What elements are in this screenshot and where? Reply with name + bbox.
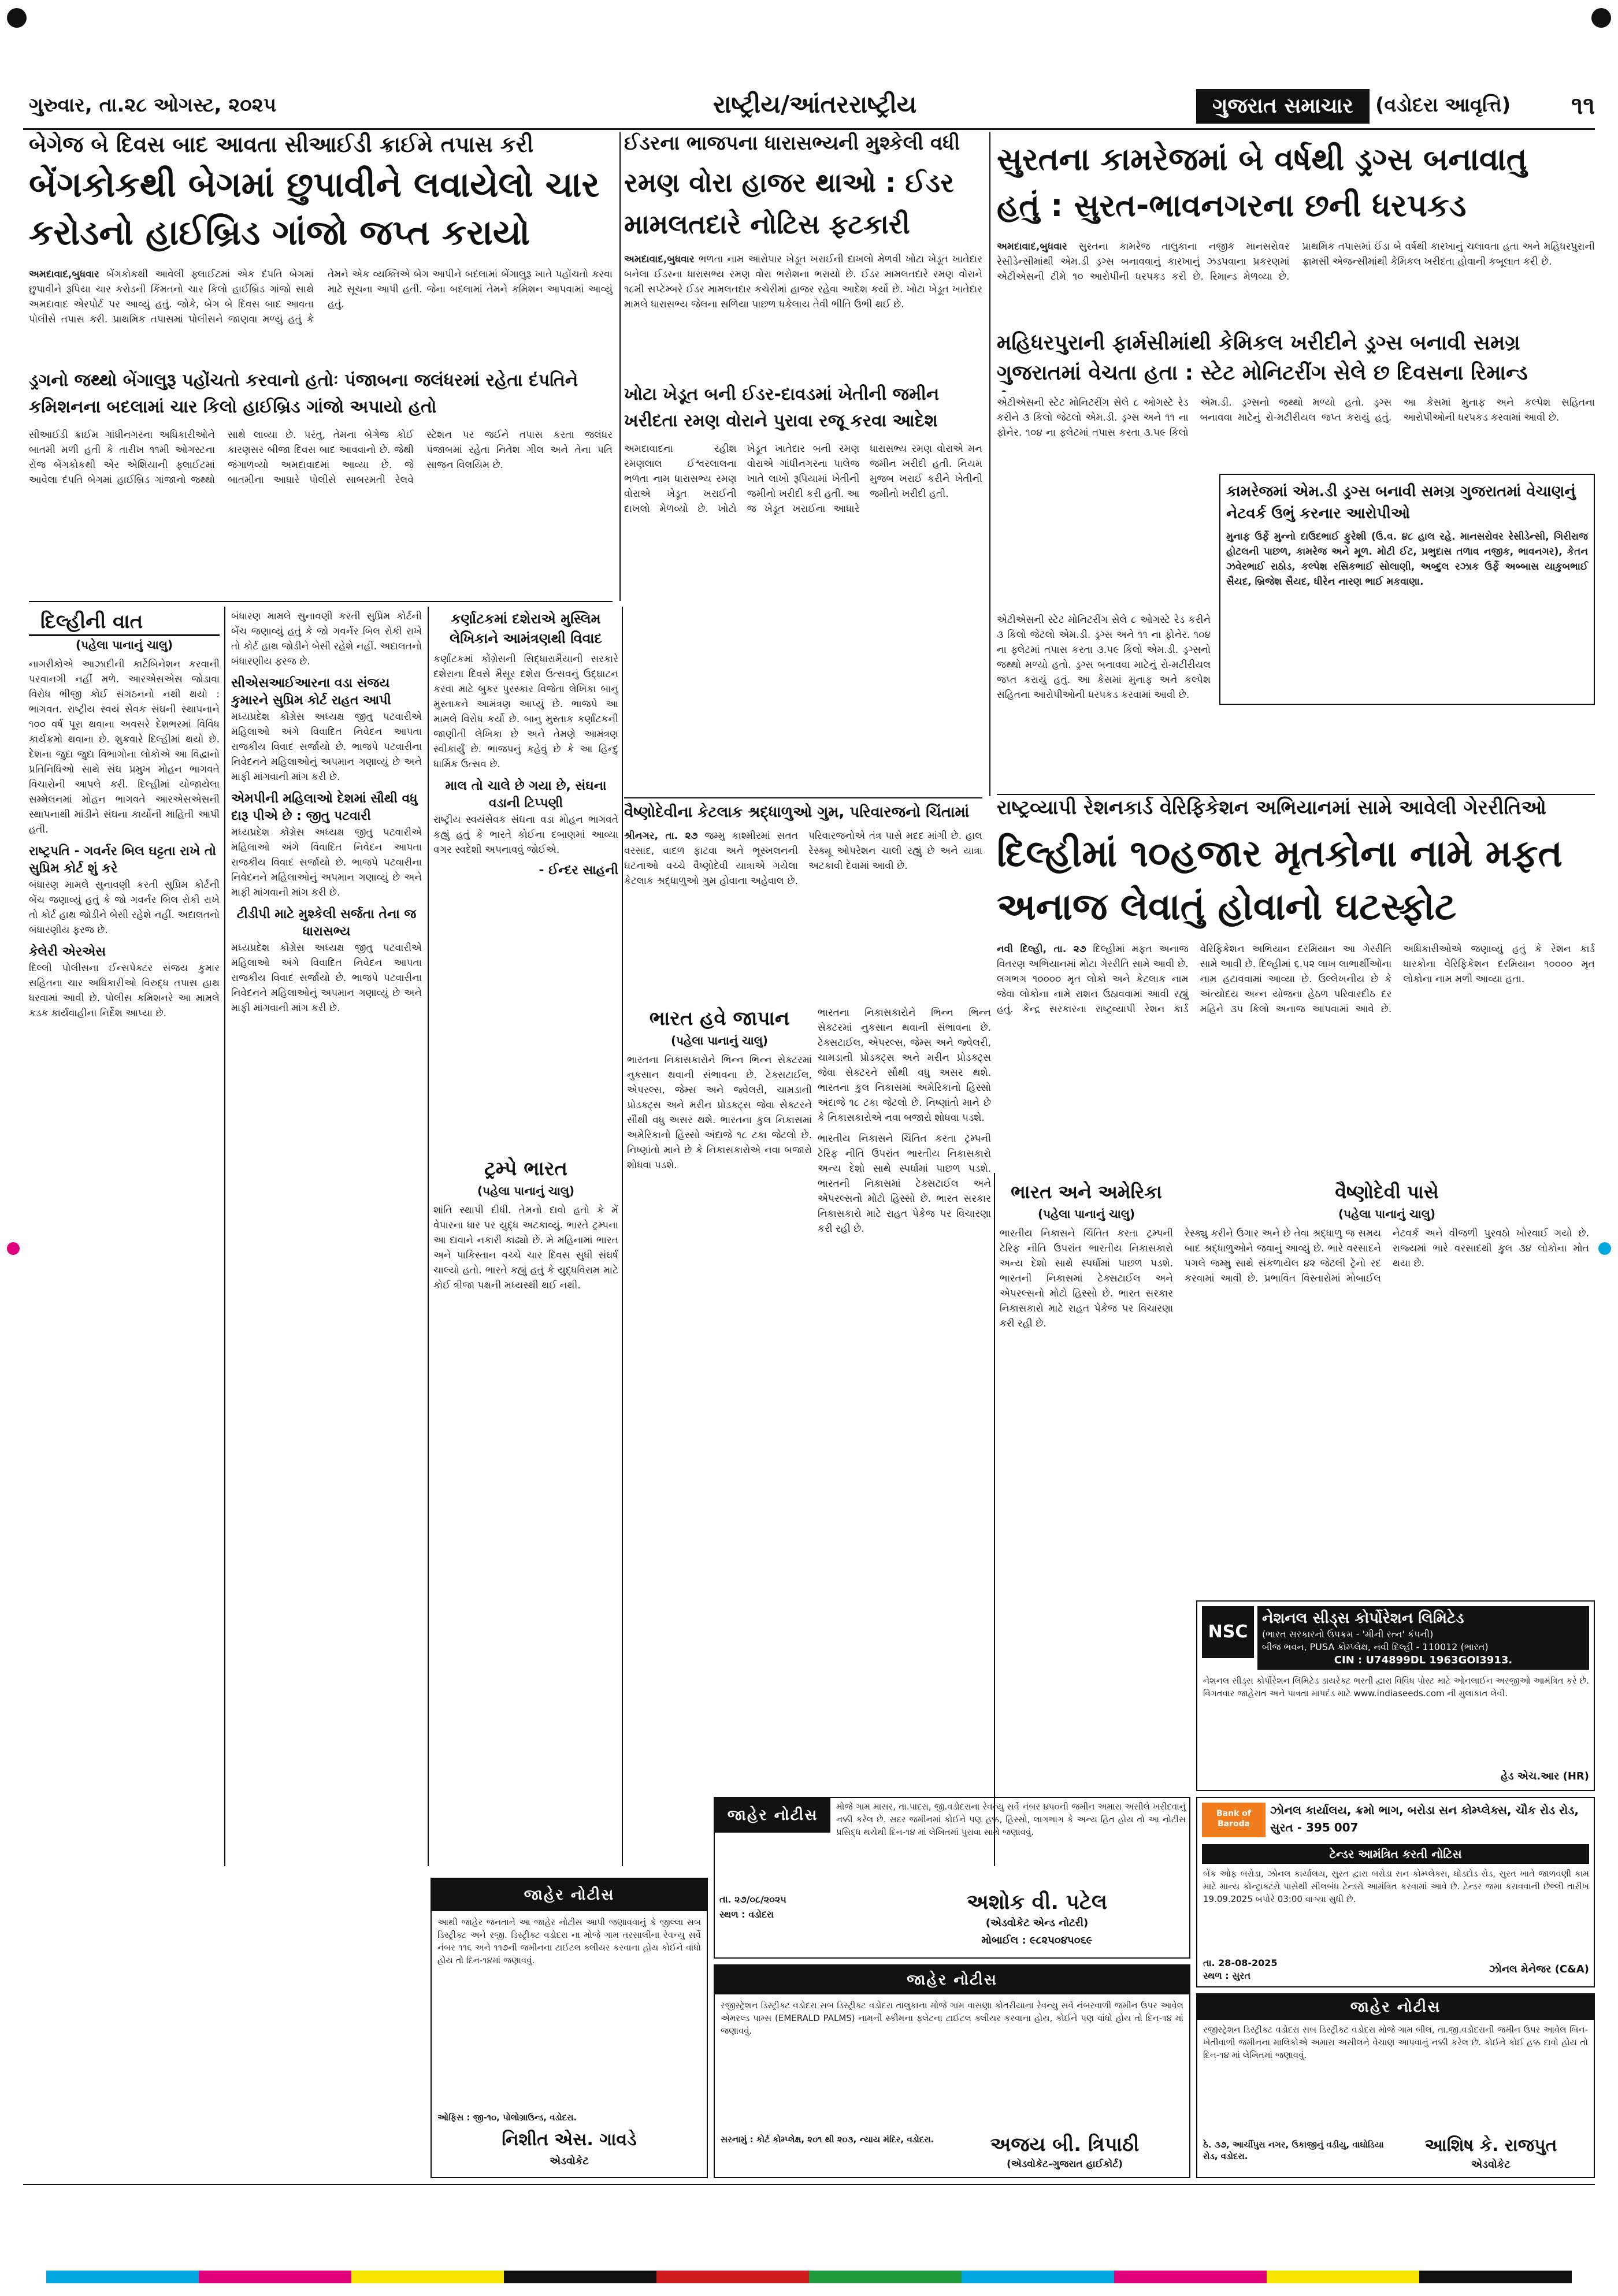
notice-3-role: (એડવોકેટ-ગુજરાત હાઈકોર્ટ) [1007,2158,1123,2170]
notice-nsc [1196,1600,1595,1791]
col-mps-subhead2: એમપીની મહિલાઓ દેશમાં સૌથી વધુ દારૂ પીએ છે : જીતુ પટવારી [231,792,418,823]
masthead-paper: ગુજરાત સમાચાર [1212,94,1353,118]
rule-vertical-3 [622,607,623,1866]
col-delhi-title: દિલ્હીની વાત [29,609,220,636]
registration-mark-mid-left [7,1242,20,1255]
story1-body-text: બેંગકોકથી આવેલી ફ્લાઈટમાં એક દંપતિ બેગમાં છુપાવીને રૂપિયા ચાર કરોડની કિંમતનો ચાર કિલો હાઈબ્રિડ ગાંજો સાથે અમદાવાદ એરપોર્ટ પર આવ્યું હતું. જોકે, બેગ બે દિવસ બાદ આવતા પોલીસે તપાસ કરી. પ્રાથમિક તપાસમાં પોલીસને જાણવા મળ્યું હતું કે તેમને એક વ્યક્તિએ બેગ આપીને બદલામાં બેંગાલુરૂ ખાતે પહોંચતો કરવા માટે સૂચના આપી હતી. જેના બદલામાં તેમને કમિશન આપવામાં આવ્યું હતું. [29,269,613,325]
rule-vertical-2 [989,132,990,796]
notice-4-name: આશિષ કે. રાજપુત [1424,2135,1557,2156]
notice-2-addr: ઓફિસ : જી-૧૦, પોલોગ્રાઉન્ડ, વડોદરા. [437,2112,577,2123]
rule-vertical-1 [619,132,621,601]
bob-logo [1202,1803,1266,1837]
story4-headline-line1: દિલ્હીમાં ૧૦હજાર મૃતકોના નામે મફત [997,833,1563,875]
story4-headline [997,827,1595,937]
col-mps-body-a: બંધારણ મામલે સુનાવણી કરતી સુપ્રિમ કોર્ટની બેંચ જણાવ્યું હતું કે જો ગવર્નર બિલ રોકી રાખે તો કોર્ટ હાથ જોડીને બેસી રહેશે નહીં. અદાલતનો બંધારણીય ફરજ છે. [231,611,422,667]
col-mps-body-d: મધ્યપ્રદેશ કોંગ્રેસ અધ્યક્ષ જીતુ પટવારીએ મહિલાઓ અંગે વિવાદિત નિવેદન આપતા રાજકીય વિવાદ સર્જાયો છે. ભાજપે પટવારીના નિવેદનને મહિલાઓનું અપમાન ગણાવ્યું છે અને માફી માંગવાની માંગ કરી છે. [231,942,422,1014]
story4-body [997,942,1595,1167]
story3-body3 [997,612,1211,786]
story2-subhead: ખોટા ખેડૂત બની ઈડર-દાવડમાં ખેતીની જમીન ખરીદતા રમણ વોરાને પુરાવા રજૂ કરવા આદેશ [624,384,940,431]
rule-vertical-4 [994,1173,995,1866]
col-mps-body-c: મધ્યપ્રદેશ કોંગ્રેસ અધ્યક્ષ જીતુ પટવારીએ મહિલાઓ અંગે વિવાદિત નિવેદન આપતા રાજકીય વિવાદ સર્જાયો છે. ભાજપે પટવારીના નિવેદનને મહિલાઓનું અપમાન ગણાવ્યું છે અને માફી માંગવાની માંગ કરી છે. [231,827,422,898]
col-delhi-subhead: રાષ્ટ્રપતિ - ગવર્નર બિલ ઘટ્ટતા રાખે તો સુપ્રિમ કોર્ટ શું કરે [29,844,216,876]
story4-headline-line2: અનાજ લેવાતું હોવાનો ઘટસ્ફોટ [997,886,1457,928]
col-delhi-body: નાગરીકોએ આઝાદીની કાર્ટેબિનેશન કરવાની પરવાનગી નહીં મળે. આરએસએસ જોડાવા વિરોધ ભીજી કોઈ સંગઠનનો નથી થયો : ભાગવત. રાષ્ટ્રીય સ્વયં સેવક સંઘની સ્થાપનાને ૧૦૦ વર્ષ પૂરા થવાના અવસરે દેશભરમાં વિવિધ કાર્યક્રમો થવાના છે. શુક્રવારે દિલ્હીમાં થયો છે. દેશના જુદા જુદા વિભાગોના લોકોએ આ વિદ્વાનો પ્રતિનિધિઓ સાથે સંઘ પ્રમુખ મોહન ભાગવતે વિચારોની આપલે કરી. દિલ્હીમાં યોજાયેલા સમ્મેલનમાં મોહન ભાગવતે આરએસએસની સ્થાપનાથી માંડીને સંઘના કાર્યોની માહિતી આપી હતી. [29,659,220,835]
color-bar-cyan [46,2271,199,2283]
story4-kicker: રાષ્ટ્રવ્યાપી રેશનકાર્ડ વેરિફિકેશન અભિયાનમાં સામે આવેલી ગેરરીતિઓ [997,796,1546,819]
notice-4-body: રજીસ્ટ્રેશન ડિસ્ટ્રીક્ટ વડોદરા સબ ડિસ્ટ્રીક્ટ વડોદરા મોજે ગામ બીલ, તા.જી.વડોદરાની જમીન ઉપર આવેલ બિન-ખેતીવાળી જમીનના માલિકોએ અમારા અસીલને વેચાણ આપવાનું નક્કી કરેલ છે. કોઈને કોઈ હક્ક દાવો હોય તો દિન-૧૪ માં લેખિતમાં જણાવવું. [1203,2024,1588,2060]
notice-4 [1196,1993,1595,2178]
masthead-section: રાષ્ટ્રીય/આંતરરાષ્ટ્રીય [712,90,917,118]
col-vaishno2 [1185,1179,1589,1595]
col-vaishno-body [624,829,982,1002]
col-bharat-america-title: ભારત અને અમેરિકા [1011,1181,1162,1203]
box-accused-title: કામરેજમાં એમ.ડી ડ્રગ્સ બનાવી સમગ્ર ગુજરાતમાં વેચાણનું નેટવર્ક ઉભું કરનાર આરોપીઓ [1226,483,1576,522]
notice-2-name: નિશીત એસ. ગાવડે [502,2130,637,2150]
registration-mark-mid-right [1598,1242,1611,1255]
rule-vertical-left [224,607,225,1866]
notice-bob-tender: ટેન્ડર આમંત્રિત કરતી નોટિસ [1202,1844,1589,1864]
story1-headline-line1: બેંગકોકથી બેગમાં છુપાવીને લવાયેલો ચાર [29,165,600,205]
col-employee-body: દિલ્લી પોલીસના ઈન્સપેક્ટર સંજય કુમાર સહિતના ચાર અધિકારીઓ વિરુદ્ધ તપાસ હાથ ધરવામાં આવી છે. પોલીસ કમિશનરે આ મામલે કડક કાર્યવાહીના નિર્દેશ આપ્યા છે. [29,963,220,1019]
story3-headline-line1: સુરતના કામરેજમાં બે વર્ષથી ડ્રગ્સ બનાવાતુ [997,141,1527,177]
notice-4-addr: ઠે. ૩૭, આર્ચીપુરા નગર, ઉકાજીનું વડીયુ, વાઘોડિયા રોડ, વડોદરા. [1203,2139,1384,2161]
masthead-paper-logo [1196,89,1370,124]
notice-2-role: એડવોકેટ [550,2155,589,2167]
story2-body2: અમદાવાદના રહીશ રમણલાલ ઈશ્વરલાલના ભળતા નામ ધારાસભ્ય રમણ વોરાએ ખેડૂત ખરાઈની દાખલો મેળવ્યો છે. ખોટો ખેડૂત ખાતેદાર બની રમણ વોરાએ ગાંધીનગરના પાલેજ ખાતે લાખો રૂપિયામાં ખેતીની જમીનો ખરીદી કરી હતી. આ જ ખેડૂત ખરાઈના આધારે ધારાસભ્ય રમણ વોરાએ મન જમીન ખરીદી હતી. નિયમ મુજબ ખરાઈ કરીને ખેતીની જમીનો ખરીદી હતી. [624,443,982,515]
col-vaishno-dateline: શ્રીનગર, તા. ૨૭ [624,830,698,842]
notice-nsc-sign: હેડ એચ.આર (HR) [1500,1770,1589,1782]
story3-dateline: અમદાવાદ,બુધવાર [997,241,1067,252]
notice-3 [714,1964,1190,2178]
col-mps-subhead1: સીએસઆઈઆરના વડા સંજય કુમારને સુપ્રિમ કોર્ટ રાહત આપી [231,676,391,708]
col-vaishno2-body: રેસ્ક્યુ કરીને ઉગાર અને છે તેવા શ્રદ્ધાળુ જ સમય બાદ શ્રદ્ધાળુઓને જવાનું આવ્યું છે. ભારે વરસાદને પગલે જમ્મુ સાથે સંકળાયેલ ૪૨ જેટલી ટ્રેનો રદ કરવામાં આવી છે. પ્રભાવિત વિસ્તારોમાં મોબાઈલ નેટવર્ક અને વીજળી પુરવઠો ખોરવાઈ ગયો છે. રાજ્યમાં ભારે વરસાદથી કુલ ૩૪ લોકોના મોત થયા છે. [1185,1228,1589,1284]
story4-top-rule [997,794,1595,795]
notice-nsc-body: નેશનલ સીડ્સ કોર્પોરેશન લિમિટેડ ડાયરેક્ટ ભરતી દ્વારા વિવિધ પોસ્ટ માટે ઓનલાઈન અરજીઓ આમંત્રિત કરે છે. વિગતવાર જાહેરાત અને પાત્રતા માપદંડ માટે www.indiaseeds.com ની મુલાકાત લેવી. [1203,1675,1589,1699]
notice-2-body: આથી જાહેર જનતાને આ જાહેર નોટીસ આપી જણાવવાનું કે જીલ્લા સબ ડિસ્ટ્રીક્ટ અને રજી. ડિસ્ટ્રીક્ટ વડોદરા ના મોજે ગામ તરસાલીના રેવન્યુ સર્વે નંબર ૧૧૬ અને ૧૧૭ની જમીનના ટાઈટલ ક્લીયર કરવાના હોય કોઈને વાંધો હોય તો દિન-૧૪માં જણાવવું. [437,1917,701,1966]
notice-3-body: રજીસ્ટ્રેશન ડિસ્ટ્રીક્ટ વડોદરા સબ ડિસ્ટ્રીક્ટ વડોદરા તાલુકાના મોજે ગામ વાસણા કોતરીયાના રેવન્યુ સર્વે નંબરવાળી જમીન ઉપર આવેલ એમરલ્ડ પામ્સ (EMERALD PALMS) નામની સ્કીમના ફ્લેટના ટાઈટલ ક્લીયર કરવાના હોય, કોઈને પણ વાંધો હોય તો દિન-૧૪ માં જણાવવું. [721,2000,1183,2036]
color-bar-green [809,2271,962,2283]
color-bar-black [504,2271,656,2283]
col-bharat-japan-body-b: ભારતના નિકાસકારોને ભિન્ન ભિન્ન સેક્ટરમાં નુકસાન થવાની સંભાવના છે. ટેક્સટાઈલ, એપરલ્સ, જેમ્સ અને જ્વેલરી, ચામડાની પ્રોડક્ટ્સ અને મરીન પ્રોડક્ટ્સ જેવા સેક્ટરને સૌથી વધુ અસર થશે. ભારતના કુલ નિકાસમાં અમેરિકાનો હિસ્સો અંદાજે ૧૮ ટકા જેટલો છે. નિષ્ણાંતો માને છે કે નિકાસકારોએ નવા બજારો શોધવા પડશે. [818,1007,991,1124]
notice-1-title: જાહેર નોટીસ [715,1798,830,1833]
rule-vertical-left-2 [428,607,429,1866]
col-trump [433,1156,618,1878]
col-vaishno-body-text: જમ્મુ કાશ્મીરમાં સતત વરસાદ, વાદળ ફાટવા અને ભૂસ્ખલનની ઘટનાઓ વચ્ચે વૈષ્ણોદેવી યાત્રાએ ગયેલા કેટલાક શ્રદ્ધાળુઓ ગુમ હોવાના અહેવાલ છે. પરિવારજનોએ તંત્ર પાસે મદદ માંગી છે. હાલ રેસ્ક્યૂ ઓપરેશન ચાલી રહ્યું છે અને યાત્રા અટકાવી દેવામાં આવી છે. [624,830,982,887]
story1-bottom-rule [29,601,613,602]
story3-subhead: મહિધરપુરાની ફાર્મસીમાંથી કેમિકલ ખરીદીને ડ્રગ્સ બનાવી સમગ્ર ગુજરાતમાં વેચતા હતા : સ્ટેટ મોનિટરીંગ સેલે છ દિવસના રિમાન્ડ [997,331,1528,385]
notice-1-name: અશોક વી. પટેલ [966,1890,1108,1914]
notice-bob [1196,1797,1595,1987]
story1-headline-line2: કરોડનો હાઈબ્રિડ ગાંજો જપ્ત કરાયો [29,213,530,253]
registration-mark-top-left [7,8,27,28]
col-karnataka-body2: રાષ્ટ્રીય સ્વયંસેવક સંઘના વડા મોહન ભાગવતે કહ્યું હતું કે ભારતે કોઈના દબાણમાં આવ્યા વગર સ્વદેશી અપનાવવું જોઈએ. [433,814,618,856]
story4-dateline: નવી દિલ્હી, તા. ૨૭ [997,943,1086,955]
story1-body [29,267,613,365]
notice-3-addr: સરનામું : કોર્ટ કોમ્પ્લેક્ષ, ૨૦૧ થી ૨૦૩, ન્યાય મંદિર, વડોદરા. [721,2134,934,2145]
registration-mark-top-right [1591,8,1611,28]
col-delhi [29,609,220,1868]
color-bar-yellow-2 [1267,2271,1419,2283]
masthead-rule [23,128,1595,130]
col-delhi-body2: બંધારણ મામલે સુનાવણી કરતી સુપ્રિમ કોર્ટની બેંચ જણાવ્યું હતું કે જો ગવર્નર બિલ રોકી રાખે તો કોર્ટ હાથ જોડીને બેસી રહેશે નહીં. અદાલતનો બંધારણીય ફરજ છે. [29,879,220,936]
story3-body [997,239,1595,326]
story1-kicker: બેગેજ બે દિવસ બાદ આવતા સીઆઈડી ક્રાઈમે તપાસ કરી [29,132,534,157]
nsc-logo: NSC [1202,1606,1254,1658]
col-delhi-cont: (પહેલા પાનાનું ચાલુ) [75,638,173,652]
col-karnataka-author: - ઈન્દર સાહની [539,863,618,878]
notice-4-role: એડવોકેટ [1471,2158,1511,2171]
nsc-header [1257,1606,1589,1670]
col-bharat-japan-2 [818,1005,991,1872]
col-employee-title: કેલેરી એરએસ [29,945,106,959]
notice-1-date: તા. ૨૭/૦૮/૨૦૨૫ [719,1894,786,1905]
col-trump-body: શાંતિ સ્થાપી દીધી. તેમનો દાવો હતો કે મેં વેપારના ધાર પર યુદ્ધ અટકાવ્યું. ભારતે ટ્રમ્પના આ દાવાને નકારી કાઢ્યો છે. મે મહિનામાં ભારત અને પાકિસ્તાન વચ્ચે ચાર દિવસ સુધી સંઘર્ષ ચાલ્યો હતો. ભારતે કહ્યું હતું કે યુદ્ધવિરામ માટે કોઈ ત્રીજા પક્ષની મધ્યસ્થી થઈ નથી. [433,1205,618,1291]
color-bar-red [656,2271,809,2283]
notice-bob-body: બેંક ઓફ બરોડા, ઝોનલ કાર્યાલય, સુરત દ્વારા બરોડા સન કોમ્પ્લેક્સ, ઘોડદોડ રોડ, સુરત ખાતે જાળવણી કામ માટે માન્ય કોન્ટ્રાક્ટરો પાસેથી સીલબંધ ટેન્ડરો આમંત્રિત કરવામાં આવે છે. ટેન્ડર જમા કરાવવાની છેલ્લી તારીખ 19.09.2025 બપોરે 03:00 વાગ્યા સુધી છે. [1203,1868,1589,1904]
notice-bob-place: સ્થળ : સુરત [1203,1970,1251,1981]
notice-2 [431,1878,708,2178]
story1-subhead: ડ્રગનો જથ્થો બેંગાલુરૂ પહોંચતો કરવાનો હતોઃ પંજાબના જલંધરમાં રહેતા દંપતિને કમિશનના બદલામાં ચાર કિલો હાઈબ્રિડ ગાંજો અપાયો હતો [29,370,578,417]
notice-bob-sign: ઝોનલ મેનેજર (C&A) [1489,1963,1589,1975]
notice-4-title: જાહેર નોટીસ [1197,1994,1594,2020]
story3-headline [997,136,1595,235]
masthead-date: ગુરુવાર, તા.૨૮ ઓગસ્ટ, ૨૦૨૫ [29,94,277,117]
notice-1-phone: મોબાઈલ : ૯૮૨૫૦૪૫૦૬૯ [981,1934,1093,1946]
story2-body-text: ભળતા નામ આરોપાર ખેડૂત ખરાઈની દાખલો મેળવી ખોટા ખેડૂત ખાતેદાર બનેલા ઈડરના ધારાસભ્ય રમણ વોરા ભરોશના ભરાયો છે. ઈડર મામલતદારે રમણ વોરાને ૧૮મી સપ્ટેમ્બરે ઈડર મામલતદાર કચેરીમાં હાજર રહેવા આદેશ કર્યો છે. ખોટા ખેડૂત ખાતેદાર મામલે ધારાસભ્ય જેલના સળિયા પાછળ ધકેલાય તેવી ભીતિ ઉભી થઈ છે. [624,254,982,310]
notice-nsc-org: નેશનલ સીડ્સ કોર્પોરેશન લિમિટેડ [1262,1610,1464,1627]
color-bar-yellow [351,2271,504,2283]
notice-1 [714,1797,1190,1959]
story2-headline-line1: રમણ વોરા હાજર થાઓ : ઈડર [624,167,954,198]
col-vaishno-kicker: વૈષ્ણોદેવીના કેટલાક શ્રદ્ધાળુઓ ગુમ, પરિવારજનો ચિંતામાં [624,804,970,821]
col-mps-body-b: મધ્યપ્રદેશ કોંગ્રેસ અધ્યક્ષ જીતુ પટવારીએ મહિલાઓ અંગે વિવાદિત નિવેદન આપતા રાજકીય વિવાદ સર્જાયો છે. ભાજપે પટવારીના નિવેદનને મહિલાઓનું અપમાન ગણાવ્યું છે અને માફી માંગવાની માંગ કરી છે. [231,711,422,783]
col-mps-subhead3: ટીડીપી માટે મુશ્કેલી સર્જતા તેના જ ધારાસભ્ય [236,907,417,939]
story2-headline-line2: મામલતદારે નોટિસ ફટકારી [624,209,910,240]
story1-body2: સીઆઈડી ક્રાઈમ ગાંધીનગરના અધિકારીઓને બાતમી મળી હતી કે તારીખ ૧૧મી ઓગસ્ટના રોજ બેંગકોકથી એર એશિયાની ફ્લાઈટમાં આવેલા દંપતિ બેગમાં હાઈબ્રિડ ગાંજાનો જથ્થો સાથે લાવ્યા છે. પરંતુ, તેમના બેગેજ કોઈ કારણસર બીજા દિવસ બાદ આવવાનો છે. જેથી જંગાળવ્યો અમદાવાદમાં આવ્યા છે. જે બાતમીના આધારે પોલીસે સાબરમતી રેલવે સ્ટેશન પર જઈને તપાસ કરતા જલંધર પંજાબમાં રહેતા નિતેશ ગીલ અને તેના પતિ સાજન વિલયિમ છે. [29,429,613,486]
story2-dateline: અમદાવાદ,બુધવાર [624,254,695,265]
notice-bob-bank: Bank of Baroda [1216,1809,1251,1829]
notice-nsc-cin: CIN : U74899DL 1963GOI3913. [1334,1654,1513,1666]
col-bharat-japan [627,1005,812,1872]
notice-nsc-addr: બીજ ભવન, PUSA કોમ્પ્લેક્ષ, નવી દિલ્હી - 110012 (ભારત) [1262,1641,1489,1652]
story2-headline [624,162,982,248]
notice-bob-title: ઝોનલ કાર્યાલય, ક્રમો ભાગ, બરોડા સન કોમ્પ્લેક્સ, ચૌક રોડ રોડ, સુરત - 395 007 [1270,1803,1579,1834]
notice-1-role: (એડવોકેટ એન્ડ નોટરી) [985,1917,1089,1929]
color-bar-magenta [199,2271,351,2283]
box-accused [1219,474,1595,705]
col-mps [231,609,422,1868]
notice-3-title: જાહેર નોટીસ [715,1966,1189,1994]
notice-1-addr: સ્થળ : વડોદરા [719,1909,774,1920]
col-trump-title: ટ્રમ્પે ભારત [484,1157,567,1180]
color-bar-magenta-2 [1114,2271,1267,2283]
masthead-page-number: ૧૧ [1571,91,1595,120]
color-bar [46,2271,1572,2283]
col-vaishno2-title: વૈષ્ણોદેવી પાસે [1335,1181,1439,1203]
notice-bob-date: તા. 28-08-2025 [1203,1957,1278,1968]
story4-body2-text: ઉલ્લેખનીય છે કે અંત્યોદય અન્ન યોજના હેઠળ પરિવારદીઠ દર મહિને ૩૫ કિલો અનાજ આપવામાં આવે છે. અધિકારીઓએ જણાવ્યું હતું કે રેશન કાર્ડ ધારકોના વેરિફિકેશન દરમિયાન ૧૦૦૦૦ મૃત લોકોના નામ મળી આવ્યા હતા. [1200,943,1595,1015]
story1-headline [29,162,613,260]
col-bharat-japan-title: ભારત હવે જાપાન [649,1007,790,1030]
story2-kicker: ઈડરના ભાજપના ધારાસભ્યની મુશ્કેલી વધી [624,132,960,155]
story3-body2: એટીએસની સ્ટેટ મોનિટરીંગ સેલે ૮ ઓગસ્ટે રેડ કરીને ૩ કિલો જેટલો એમ.ડી. ડ્રગ્સ અને ૧૧ ના ફોનેર. ૧૦૪ ના ફ્લેટમાં તપાસ કરતા ૩.૫૯ કિલો એમ.ડી. ડ્રગ્સનો જથ્થો મળ્યો હતો. ડ્રગ્સ બનાવવા માટેનું રો-મટીરીયલ જપ્ત કરાયું હતું. આ કેસમાં મુનાફ અને કલ્પેશ સહિતના આરોપીઓની ધરપકડ કરવામાં આવી છે. [997,397,1595,439]
col-bharat-america [1000,1179,1173,1595]
col-bharat-america-body-b: ભારતીય નિકાસને ચિંતિત કરતા ટ્રમ્પની ટેરિફ નીતિ ઉપરાંત ભારતીય નિકાસકારો અન્ય દેશો સાથે સ્પર્ધામાં પાછળ પડશે. ભારતની નિકાસમાં ટેક્સટાઈલ અને એપરલ્સનો મોટો હિસ્સો છે. ભારત સરકાર નિકાસકારો માટે રાહત પેકેજ પર વિચારણા કરી રહી છે. [818,1133,991,1235]
notice-nsc-org-sub: (ભારત સરકારનો ઉપક્રમ - 'મીની રત્ન' કંપની) [1262,1629,1434,1640]
col-karnataka-subhead: માલ તો ચાલે છે ગયા છે, સંઘના વડાની ટિપ્પણી [445,779,607,811]
col-bharat-japan-cont: (પહેલા પાનાનું ચાલુ) [670,1034,769,1047]
col-vaishno2-cont: (પહેલા પાનાનું ચાલુ) [1338,1207,1436,1221]
vaishno-top-rule [624,797,982,798]
masthead [23,87,1595,127]
col-bharat-america-body: ભારતીય નિકાસને ચિંતિત કરતા ટ્રમ્પની ટેરિફ નીતિ ઉપરાંત ભારતીય નિકાસકારો અન્ય દેશો સાથે સ્પર્ધામાં પાછળ પડશે. ભારતની નિકાસમાં ટેક્સટાઈલ અને એપરલ્સનો મોટો હિસ્સો છે. ભારત સરકાર નિકાસકારો માટે રાહત પેકેજ પર વિચારણા કરી રહી છે. [1000,1228,1173,1329]
col-karnataka [433,609,618,1244]
story3-headline-line2: હતું : સુરત-ભાવનગરના છની ધરપકડ [997,187,1467,224]
masthead-edition: (વડોદરા આવૃત્તિ) [1375,94,1511,117]
col-trump-cont: (પહેલા પાનાનું ચાલુ) [477,1184,575,1198]
notice-1-body: મોજે ગામ માસર, તા.પાદરા, જી.વડોદરાના રેવન્યુ સર્વે નંબર ૪૫૦ની જમીન અમારા અસીલે ખરીદવાનું નક્કી કરેલ છે. સદર જમીનમાં કોઈને પણ હક્ક, હિસ્સો, લાગભાગ કે અન્ય હિત હોય તો આ નોટીસ પ્રસિદ્ધ થયેથી દિન-૧૪ માં લેખિતમાં પુરાવા સાથે જણાવવું. [836,1801,1186,1837]
bottom-rule [23,2184,1595,2185]
story4-body-text: દિલ્હીમાં મફત અનાજ વિતરણ અભિયાનમાં મોટા ગેરરીતિ સામે આવી છે. લગભગ ૧૦૦૦૦ મૃત લોકો અને કેટલાક નામ જેવા લોકોના નામે રાશન ઉઠાવવામાં આવી રહ્યું હતું. કેન્દ્ર સરકારના રાષ્ટ્રવ્યાપી રેશન કાર્ડ વેરિફિકેશન અભિયાન દરમિયાન આ ગેરરીતિ સામે આવી છે. દિલ્હીમાં ૬.૫૨ લાખ લાભાર્થીઓના નામ હટાવવામાં આવ્યા છે. [997,943,1392,1015]
notice-3-name: અજય બી. ત્રિપાઠી [990,2133,1140,2156]
story3-body3-text: એટીએસની સ્ટેટ મોનિટરીંગ સેલે ૮ ઓગસ્ટે રેડ કરીને ૩ કિલો જેટલો એમ.ડી. ડ્રગ્સ અને ૧૧ ના ફોનેર. ૧૦૪ ના ફ્લેટમાં તપાસ કરતા ૩.૫૯ કિલો એમ.ડી. ડ્રગ્સનો જથ્થો મળ્યો હતો. ડ્રગ્સ બનાવવા માટેનું રો-મટીરીયલ જપ્ત કરાયું હતું. આ કેસમાં મુનાફ અને કલ્પેશ સહિતના આરોપીઓની ધરપકડ કરવામાં આવી છે. [997,614,1211,701]
story2-body [624,252,982,379]
col-bharat-america-cont: (પહેલા પાનાનું ચાલુ) [1037,1207,1135,1221]
box-accused-body: મુનાફ ઉર્ફે મુન્નો દાઉદભાઈ ફુરેશી (ઉ.વ. ૪૮ હાલ રહે. માનસરોવર રેસીડેન્સી, ગિરીરાજ હોટલની પાછળ, કામરેજ અને મૂળ. મોટી ઈટ, પ્રભુદાસ તળાવ નજીક, ભાવનગર), કેતન ઝવેરભાઈ રાઠોડ, કલ્પેશ રસિકભાઈ સોલાણી, અબ્દુલ રઝાક ઉર્ફે અબ્બાસ યાકુબભાઈ સૈયદ, બ્રિજેશ સૈયદ, ધીરેન નારણ ભાઈ મકવાણા. [1226,531,1588,588]
color-bar-cyan-2 [962,2271,1114,2283]
story1-dateline: અમદાવાદ,બુધવાર [29,269,99,280]
col-karnataka-body: કર્ણાટકમાં કોંગ્રેસની સિદ્ધારામૈયાની સરકારે દશેરાના દિવસે મૈસૂર દશેરા ઉત્સવનું ઉદ્ઘાટન કરવા માટે બુકર પુરસ્કાર વિજેતા લેખિકા બાનુ મુસ્તાકને આમંત્રણ આપ્યું છે. ભાજપે આ મામલે વિરોધ કર્યો છે. બાનુ મુસ્તાક કર્ણાટકની જાણીતી લેખિકા છે અને તેમણે આમંત્રણ સ્વીકાર્યું છે. ભાજપનું કહેવું છે કે આ હિન્દુ ધાર્મિક ઉત્સવ છે. [433,653,618,770]
col-bharat-japan-body: ભારતના નિકાસકારોને ભિન્ન ભિન્ન સેક્ટરમાં નુકસાન થવાની સંભાવના છે. ટેક્સટાઈલ, એપરલ્સ, જેમ્સ અને જ્વેલરી, ચામડાની પ્રોડક્ટ્સ અને મરીન પ્રોડક્ટ્સ જેવા સેક્ટરને સૌથી વધુ અસર થશે. ભારતના કુલ નિકાસમાં અમેરિકાનો હિસ્સો અંદાજે ૧૮ ટકા જેટલો છે. નિષ્ણાંતો માને છે કે નિકાસકારોએ નવા બજારો શોધવા પડશે. [627,1054,812,1171]
notice-2-title: જાહેર નોટીસ [432,1879,707,1911]
story3-body-text: સુરતના કામરેજ તાલુકાના નજીક માનસરોવર રેસીડેન્સીમાંથી એમ.ડી ડ્રગ્સ બનાવવાનું કારખાનું ઝડપવાના પ્રકરણમાં એટીએસની ટીમે ૧૦ આરોપીની ધરપકડ કરી છે. રિમાન્ડ મેળવ્યા છે. પ્રાથમિક તપાસમાં ઈંડા બે વર્ષથી કારખાનું ચલાવતા હતા અને મહિધરપુરાની ફ્રામસી એજન્સીમાંથી કેમિકલ ખરીદતા હોવાની કબૂલાત કરી છે. [997,241,1595,283]
color-bar-black-2 [1419,2271,1572,2283]
col-karnataka-title: કર્ણાટકમાં દશેરાએ મુસ્લિમ લેખિકાને આમંત્રણથી વિવાદ [450,611,602,647]
